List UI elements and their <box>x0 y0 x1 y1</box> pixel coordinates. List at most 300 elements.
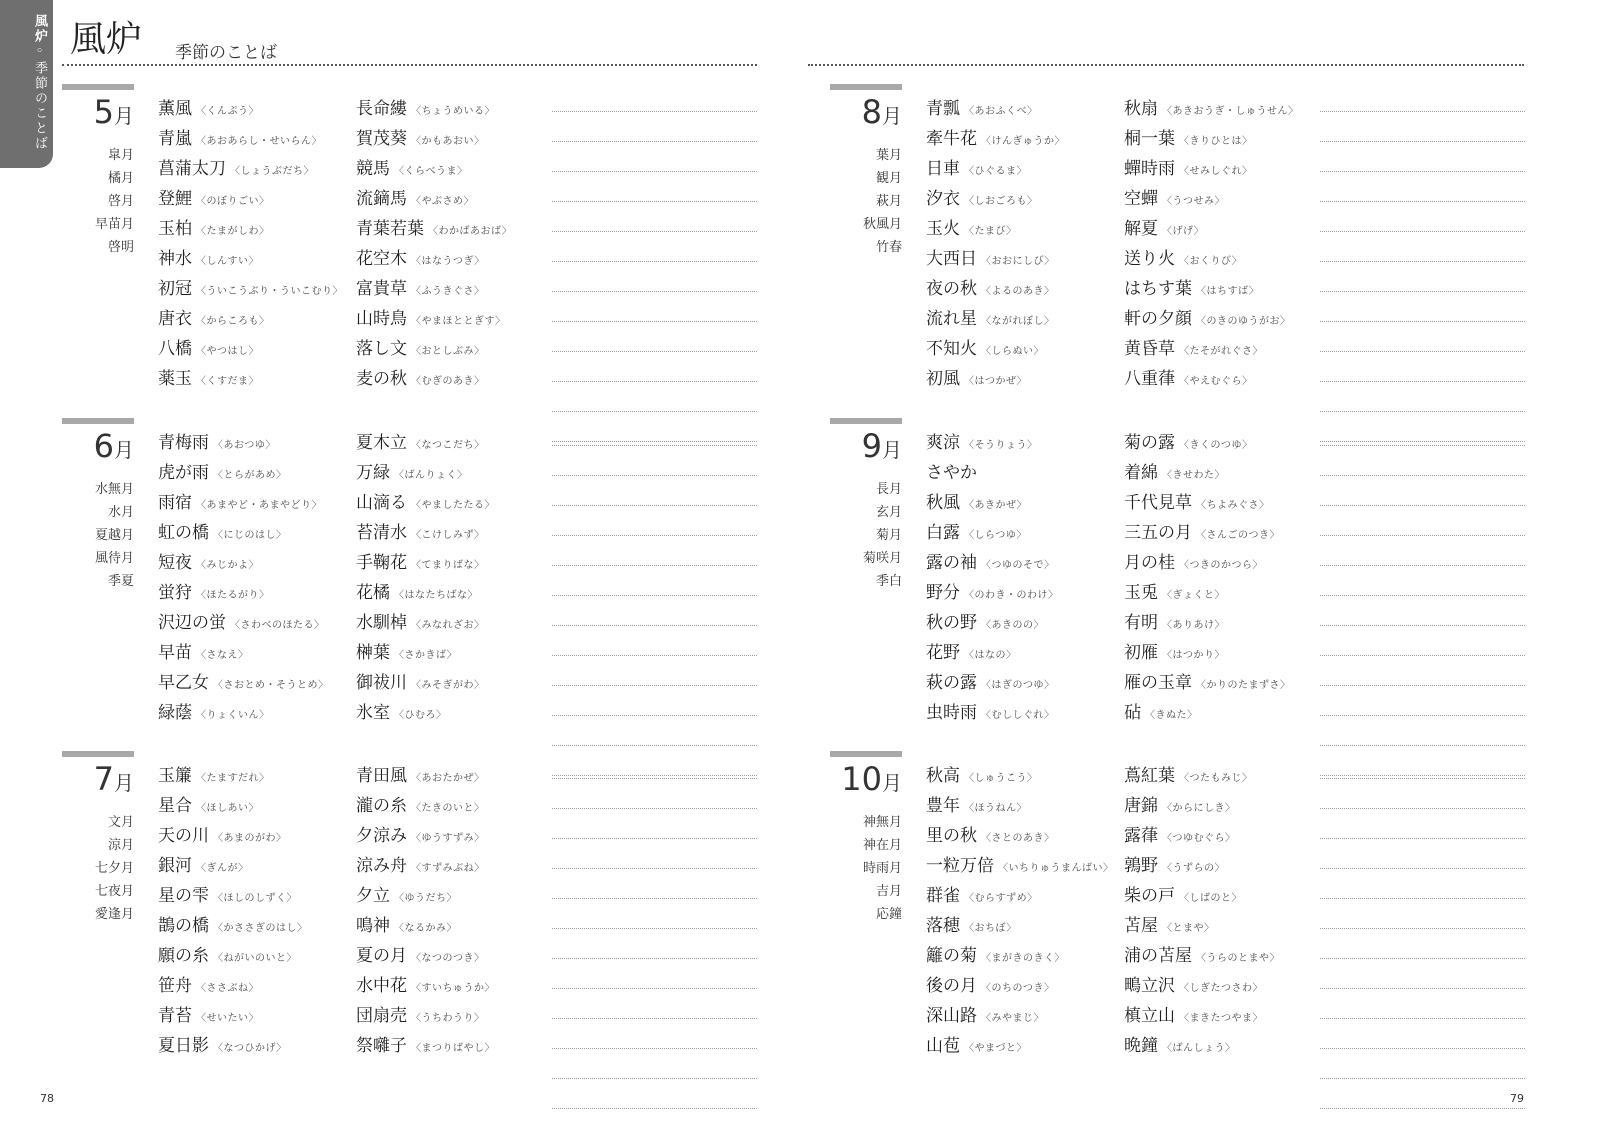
alt-month-name: 長月 <box>875 482 902 497</box>
word-kanji: 鴫立沢 <box>1124 976 1175 996</box>
word-entry <box>926 214 1126 244</box>
word-reading: 〈こけしみず〉 <box>411 530 485 541</box>
month-number <box>62 427 134 465</box>
word-reading: 〈なつのつき〉 <box>411 953 485 964</box>
word-column <box>158 428 358 728</box>
word-entry <box>356 124 556 154</box>
word-reading: 〈おちぼ〉 <box>964 923 1017 934</box>
word-reading: 〈さんごのつき〉 <box>1196 530 1280 541</box>
word-kanji: 水馴棹 <box>356 613 407 633</box>
dotted-line <box>1320 536 1525 566</box>
word-entry <box>1124 821 1324 851</box>
word-column <box>1124 428 1324 728</box>
alt-month-name: 七夜月 <box>94 884 134 899</box>
alt-month-name: 神在月 <box>862 838 902 853</box>
month-number-suffix: 月 <box>114 771 134 795</box>
word-entry <box>926 791 1126 821</box>
word-reading: 〈やえむぐら〉 <box>1179 376 1253 387</box>
dotted-line <box>1320 232 1525 262</box>
word-reading: 〈あまやど・あまやどり〉 <box>196 500 322 511</box>
writing-lines <box>1320 428 1525 788</box>
month-number-suffix: 月 <box>882 104 902 128</box>
alt-month-name: 風待月 <box>94 551 134 566</box>
month-section <box>830 84 1550 394</box>
word-reading: 〈はちすば〉 <box>1196 286 1260 297</box>
word-kanji: 籬の菊 <box>926 946 977 966</box>
word-reading: 〈はつかぜ〉 <box>964 376 1027 387</box>
word-reading: 〈たそがれぐさ〉 <box>1179 346 1263 357</box>
month-number-suffix: 月 <box>114 104 134 128</box>
dotted-line <box>552 809 757 839</box>
word-entry <box>158 274 358 304</box>
word-reading: 〈ばんしょう〉 <box>1162 1043 1236 1054</box>
alt-month-name: 神無月 <box>862 815 902 830</box>
word-column <box>356 94 556 394</box>
word-kanji: はちす葉 <box>1124 279 1192 299</box>
word-entry <box>926 334 1126 364</box>
word-entry <box>356 911 556 941</box>
word-entry <box>356 638 556 668</box>
word-kanji: 夜の秋 <box>926 279 977 299</box>
word-kanji: 薬玉 <box>158 369 192 389</box>
word-kanji: 氷室 <box>356 703 390 723</box>
word-reading: 〈ねがいのいと〉 <box>213 953 297 964</box>
dotted-line <box>1320 382 1525 412</box>
month-section <box>830 418 1550 728</box>
word-column <box>356 761 556 1061</box>
dotted-line <box>1320 596 1525 626</box>
word-kanji: 玉簾 <box>158 766 192 786</box>
word-entry <box>158 761 358 791</box>
word-entry <box>158 1031 358 1061</box>
word-kanji: 早乙女 <box>158 673 209 693</box>
word-entry <box>1124 851 1324 881</box>
word-kanji: 砧 <box>1124 703 1141 723</box>
month-section <box>62 418 782 728</box>
word-reading: 〈たきのいと〉 <box>411 803 485 814</box>
dotted-line <box>552 656 757 686</box>
word-reading: 〈くらべうま〉 <box>394 166 468 177</box>
word-entry <box>356 244 556 274</box>
word-reading: 〈やぶさめ〉 <box>411 196 474 207</box>
alt-month-name: 愛逢月 <box>94 907 134 922</box>
word-entry <box>1124 698 1324 728</box>
word-entry <box>158 428 358 458</box>
word-entry <box>356 1031 556 1061</box>
dotted-line <box>552 899 757 929</box>
dotted-line <box>552 322 757 352</box>
word-reading: 〈まがきのきく〉 <box>981 953 1065 964</box>
word-entry <box>158 821 358 851</box>
word-entry <box>356 304 556 334</box>
word-kanji: 青葉若葉 <box>356 219 424 239</box>
word-kanji: 花空木 <box>356 249 407 269</box>
month-number-value: 9 <box>861 427 882 465</box>
word-entry <box>926 911 1126 941</box>
word-kanji: 夏日影 <box>158 1036 209 1056</box>
alt-month-name: 葉月 <box>875 148 902 163</box>
alt-month-name: 七夕月 <box>94 861 134 876</box>
dotted-line <box>552 476 757 506</box>
word-entry <box>158 458 358 488</box>
month-number-value: 5 <box>93 93 114 131</box>
word-entry <box>1124 428 1324 458</box>
dotted-line <box>552 94 757 112</box>
word-entry <box>926 274 1126 304</box>
word-entry <box>1124 548 1324 578</box>
word-kanji: 汐衣 <box>926 189 960 209</box>
dotted-line <box>1320 929 1525 959</box>
dotted-line <box>1320 142 1525 172</box>
word-reading: 〈ほたるがり〉 <box>196 590 270 601</box>
dotted-line <box>552 1049 757 1079</box>
dotted-line <box>552 1019 757 1049</box>
writing-lines <box>552 428 757 788</box>
word-entry <box>356 274 556 304</box>
alt-month-name: 涼月 <box>107 838 134 853</box>
month-number <box>830 93 902 131</box>
dotted-line <box>1320 1019 1525 1049</box>
dotted-line <box>1320 202 1525 232</box>
word-entry <box>158 548 358 578</box>
alt-month-name: 啓明 <box>107 240 134 255</box>
word-kanji: 大西日 <box>926 249 977 269</box>
word-kanji: 鳴神 <box>356 916 390 936</box>
word-kanji: 緑蔭 <box>158 703 192 723</box>
alt-month-name: 文月 <box>107 815 134 830</box>
word-kanji: 笹舟 <box>158 976 192 996</box>
word-kanji: 日車 <box>926 159 960 179</box>
word-kanji: 玉兎 <box>1124 583 1158 603</box>
word-reading: 〈とらがあめ〉 <box>213 470 287 481</box>
word-reading: 〈きせわた〉 <box>1162 470 1225 481</box>
word-kanji: 星合 <box>158 796 192 816</box>
word-kanji: 黄昏草 <box>1124 339 1175 359</box>
word-reading: 〈たまがしわ〉 <box>196 226 270 237</box>
dotted-line <box>1320 656 1525 686</box>
word-kanji: 麦の秋 <box>356 369 407 389</box>
dotted-line <box>552 536 757 566</box>
word-kanji: 玉火 <box>926 219 960 239</box>
word-reading: 〈ありあけ〉 <box>1162 620 1225 631</box>
word-reading: 〈まつりばやし〉 <box>411 1043 495 1054</box>
month-bar <box>62 418 134 424</box>
word-reading: 〈むぎのあき〉 <box>411 376 485 387</box>
dotted-line <box>552 202 757 232</box>
side-tab-strong: 風炉 <box>32 14 47 44</box>
word-reading: 〈そうりょう〉 <box>964 440 1038 451</box>
dotted-line <box>552 142 757 172</box>
side-tab-rest: ◦季節のことば <box>32 44 47 151</box>
word-entry <box>158 638 358 668</box>
word-reading: 〈さなえ〉 <box>196 650 249 661</box>
word-entry <box>356 428 556 458</box>
word-reading: 〈あきおうぎ・しゅうせん〉 <box>1162 106 1299 117</box>
word-reading: 〈やましたたる〉 <box>411 500 495 511</box>
word-entry <box>356 791 556 821</box>
word-kanji: 爽涼 <box>926 433 960 453</box>
word-reading: 〈てまりばな〉 <box>411 560 485 571</box>
word-entry <box>158 971 358 1001</box>
word-kanji: さやか <box>926 463 977 483</box>
word-entry <box>356 941 556 971</box>
alt-month-names <box>62 478 134 593</box>
word-kanji: 青嵐 <box>158 129 192 149</box>
word-entry <box>158 124 358 154</box>
word-reading: 〈のわき・のわけ〉 <box>964 590 1059 601</box>
word-entry <box>158 1001 358 1031</box>
word-entry <box>926 821 1126 851</box>
month-number-value: 7 <box>93 760 114 798</box>
alt-month-name: 季白 <box>875 574 902 589</box>
word-entry <box>356 94 556 124</box>
word-entry <box>356 971 556 1001</box>
word-kanji: 天の川 <box>158 826 209 846</box>
dotted-line <box>1320 262 1525 292</box>
word-reading: 〈しぎたつさわ〉 <box>1179 983 1263 994</box>
dotted-line <box>552 716 757 746</box>
word-reading: 〈げげ〉 <box>1162 226 1205 237</box>
alt-month-name: 秋風月 <box>862 217 902 232</box>
word-kanji: 唐衣 <box>158 309 192 329</box>
word-kanji: 山苞 <box>926 1036 960 1056</box>
word-kanji: 花野 <box>926 643 960 663</box>
word-reading: 〈しょうぶだち〉 <box>230 166 314 177</box>
word-kanji: 涼み舟 <box>356 856 407 876</box>
word-reading: 〈あおたかぜ〉 <box>411 773 485 784</box>
word-entry <box>158 214 358 244</box>
word-reading: 〈けんぎゅうか〉 <box>981 136 1065 147</box>
word-kanji: 初雁 <box>1124 643 1158 663</box>
word-kanji: 不知火 <box>926 339 977 359</box>
word-entry <box>356 364 556 394</box>
word-kanji: 手鞠花 <box>356 553 407 573</box>
word-kanji: 深山路 <box>926 1006 977 1026</box>
word-reading: 〈ひむろ〉 <box>394 710 447 721</box>
dotted-line <box>1320 959 1525 989</box>
word-entry <box>158 518 358 548</box>
word-reading: 〈あまのがわ〉 <box>213 833 287 844</box>
alt-month-names <box>62 144 134 259</box>
word-entry <box>926 608 1126 638</box>
word-entry <box>1124 274 1324 304</box>
word-reading: 〈すいちゅうか〉 <box>411 983 495 994</box>
word-entry <box>158 94 358 124</box>
word-entry <box>356 851 556 881</box>
word-entry <box>158 154 358 184</box>
word-kanji: 菖蒲太刀 <box>158 159 226 179</box>
word-kanji: 青苔 <box>158 1006 192 1026</box>
word-kanji: 後の月 <box>926 976 977 996</box>
word-reading: 〈あおつゆ〉 <box>213 440 276 451</box>
word-entry <box>1124 154 1324 184</box>
alt-month-name: 観月 <box>875 171 902 186</box>
dotted-line <box>552 779 757 809</box>
word-column <box>158 94 358 394</box>
word-entry <box>926 971 1126 1001</box>
word-reading: 〈うずらの〉 <box>1162 863 1225 874</box>
word-kanji: 苔清水 <box>356 523 407 543</box>
word-entry <box>1124 1001 1324 1031</box>
word-kanji: 鶉野 <box>1124 856 1158 876</box>
word-kanji: 賀茂葵 <box>356 129 407 149</box>
dotted-line <box>552 959 757 989</box>
alt-month-name: 竹春 <box>875 240 902 255</box>
dotted-line <box>1320 446 1525 476</box>
word-entry <box>158 881 358 911</box>
word-kanji: 短夜 <box>158 553 192 573</box>
word-reading: 〈ほしあい〉 <box>196 803 259 814</box>
word-reading: 〈やまづと〉 <box>964 1043 1027 1054</box>
dotted-line <box>552 506 757 536</box>
dotted-line <box>1320 506 1525 536</box>
month-section <box>62 84 782 394</box>
month-section <box>830 751 1550 1061</box>
word-reading: 〈おおにしび〉 <box>981 256 1055 267</box>
word-entry <box>158 911 358 941</box>
word-entry <box>356 698 556 728</box>
word-entry <box>158 698 358 728</box>
word-entry <box>1124 941 1324 971</box>
month-number-suffix: 月 <box>882 771 902 795</box>
month-number-value: 6 <box>93 427 114 465</box>
word-reading: 〈さかきば〉 <box>394 650 458 661</box>
word-column <box>1124 94 1324 394</box>
word-kanji: 夕涼み <box>356 826 407 846</box>
word-reading: 〈しんすい〉 <box>196 256 259 267</box>
word-entry <box>1124 334 1324 364</box>
word-entry <box>1124 124 1324 154</box>
word-reading: 〈あおふくべ〉 <box>964 106 1038 117</box>
alt-month-names <box>830 478 902 593</box>
word-reading: 〈やまほととぎす〉 <box>411 316 506 327</box>
word-reading: 〈やつはし〉 <box>196 346 259 357</box>
word-entry <box>356 458 556 488</box>
word-entry <box>926 698 1126 728</box>
word-kanji: 山滴る <box>356 493 407 513</box>
word-reading: 〈しばのと〉 <box>1179 893 1242 904</box>
word-reading: 〈のちのつき〉 <box>981 983 1055 994</box>
word-reading: 〈うらのとまや〉 <box>1196 953 1280 964</box>
word-kanji: 虎が雨 <box>158 463 209 483</box>
word-kanji: 八重葎 <box>1124 369 1175 389</box>
word-reading: 〈はぎのつゆ〉 <box>981 680 1055 691</box>
word-reading: 〈みじかよ〉 <box>196 560 259 571</box>
word-entry <box>158 578 358 608</box>
word-reading: 〈かささぎのはし〉 <box>213 923 308 934</box>
dotted-line <box>1320 1049 1525 1079</box>
dotted-line <box>1320 761 1525 779</box>
word-entry <box>356 608 556 638</box>
word-entry <box>158 668 358 698</box>
word-entry <box>926 638 1126 668</box>
dotted-line <box>1320 428 1525 446</box>
word-entry <box>926 668 1126 698</box>
word-entry <box>1124 184 1324 214</box>
word-reading: 〈さわべのほたる〉 <box>230 620 325 631</box>
word-entry <box>1124 518 1324 548</box>
word-reading: 〈つきのかつら〉 <box>1179 560 1263 571</box>
word-reading: 〈りょくいん〉 <box>196 710 270 721</box>
word-kanji: 瀧の糸 <box>356 796 407 816</box>
side-tab <box>0 0 53 168</box>
word-entry <box>926 94 1126 124</box>
word-reading: 〈あきかぜ〉 <box>964 500 1027 511</box>
word-reading: 〈みそぎがわ〉 <box>411 680 485 691</box>
word-reading: 〈ちょうめいる〉 <box>411 106 495 117</box>
dotted-line <box>1320 94 1525 112</box>
alt-month-name: 水無月 <box>94 482 134 497</box>
dotted-line <box>1320 686 1525 716</box>
word-reading: 〈ういこうぶり・ういこむり〉 <box>196 286 343 297</box>
word-kanji: 願の糸 <box>158 946 209 966</box>
word-kanji: 青瓢 <box>926 99 960 119</box>
word-entry <box>356 488 556 518</box>
alt-month-name: 萩月 <box>875 194 902 209</box>
word-reading: 〈むししぐれ〉 <box>981 710 1055 721</box>
word-kanji: 野分 <box>926 583 960 603</box>
word-reading: 〈わかばあおば〉 <box>428 226 513 237</box>
word-kanji: 着綿 <box>1124 463 1158 483</box>
word-kanji: 桐一葉 <box>1124 129 1175 149</box>
word-reading: 〈のぼりごい〉 <box>196 196 270 207</box>
word-kanji: 月の桂 <box>1124 553 1175 573</box>
word-entry <box>356 761 556 791</box>
word-entry <box>926 548 1126 578</box>
word-kanji: 青田風 <box>356 766 407 786</box>
word-entry <box>926 518 1126 548</box>
writing-lines <box>1320 761 1525 1121</box>
word-entry <box>926 124 1126 154</box>
dotted-line <box>552 352 757 382</box>
word-reading: 〈からにしき〉 <box>1162 803 1236 814</box>
word-reading: 〈つたもみじ〉 <box>1179 773 1253 784</box>
word-kanji: 団扇売 <box>356 1006 407 1026</box>
alt-month-name: 夏越月 <box>94 528 134 543</box>
word-entry <box>1124 761 1324 791</box>
word-entry <box>926 488 1126 518</box>
word-column <box>926 428 1126 728</box>
word-entry <box>1124 364 1324 394</box>
word-reading: 〈おくりび〉 <box>1179 256 1243 267</box>
word-entry <box>158 304 358 334</box>
word-reading: 〈ぎんが〉 <box>196 863 249 874</box>
alt-month-name: 季夏 <box>107 574 134 589</box>
word-reading: 〈のきのゆうがお〉 <box>1196 316 1291 327</box>
word-reading: 〈つゆむぐら〉 <box>1162 833 1236 844</box>
word-kanji: 槙立山 <box>1124 1006 1175 1026</box>
word-kanji: 解夏 <box>1124 219 1158 239</box>
word-entry <box>158 791 358 821</box>
word-entry <box>158 364 358 394</box>
word-reading: 〈ゆうだち〉 <box>394 893 457 904</box>
dotted-line <box>1320 779 1525 809</box>
word-entry <box>926 364 1126 394</box>
word-reading: 〈みやまじ〉 <box>981 1013 1044 1024</box>
word-entry <box>356 821 556 851</box>
dotted-line <box>552 172 757 202</box>
word-reading: 〈みなれざお〉 <box>411 620 485 631</box>
month-bar <box>830 751 902 757</box>
word-kanji: 沢辺の蛍 <box>158 613 226 633</box>
word-reading: 〈ささぶね〉 <box>196 983 259 994</box>
word-reading: 〈かりのたまずさ〉 <box>1196 680 1291 691</box>
word-kanji: 万緑 <box>356 463 390 483</box>
word-kanji: 空蟬 <box>1124 189 1158 209</box>
word-entry <box>1124 94 1324 124</box>
word-kanji: 神水 <box>158 249 192 269</box>
word-kanji: 送り火 <box>1124 249 1175 269</box>
